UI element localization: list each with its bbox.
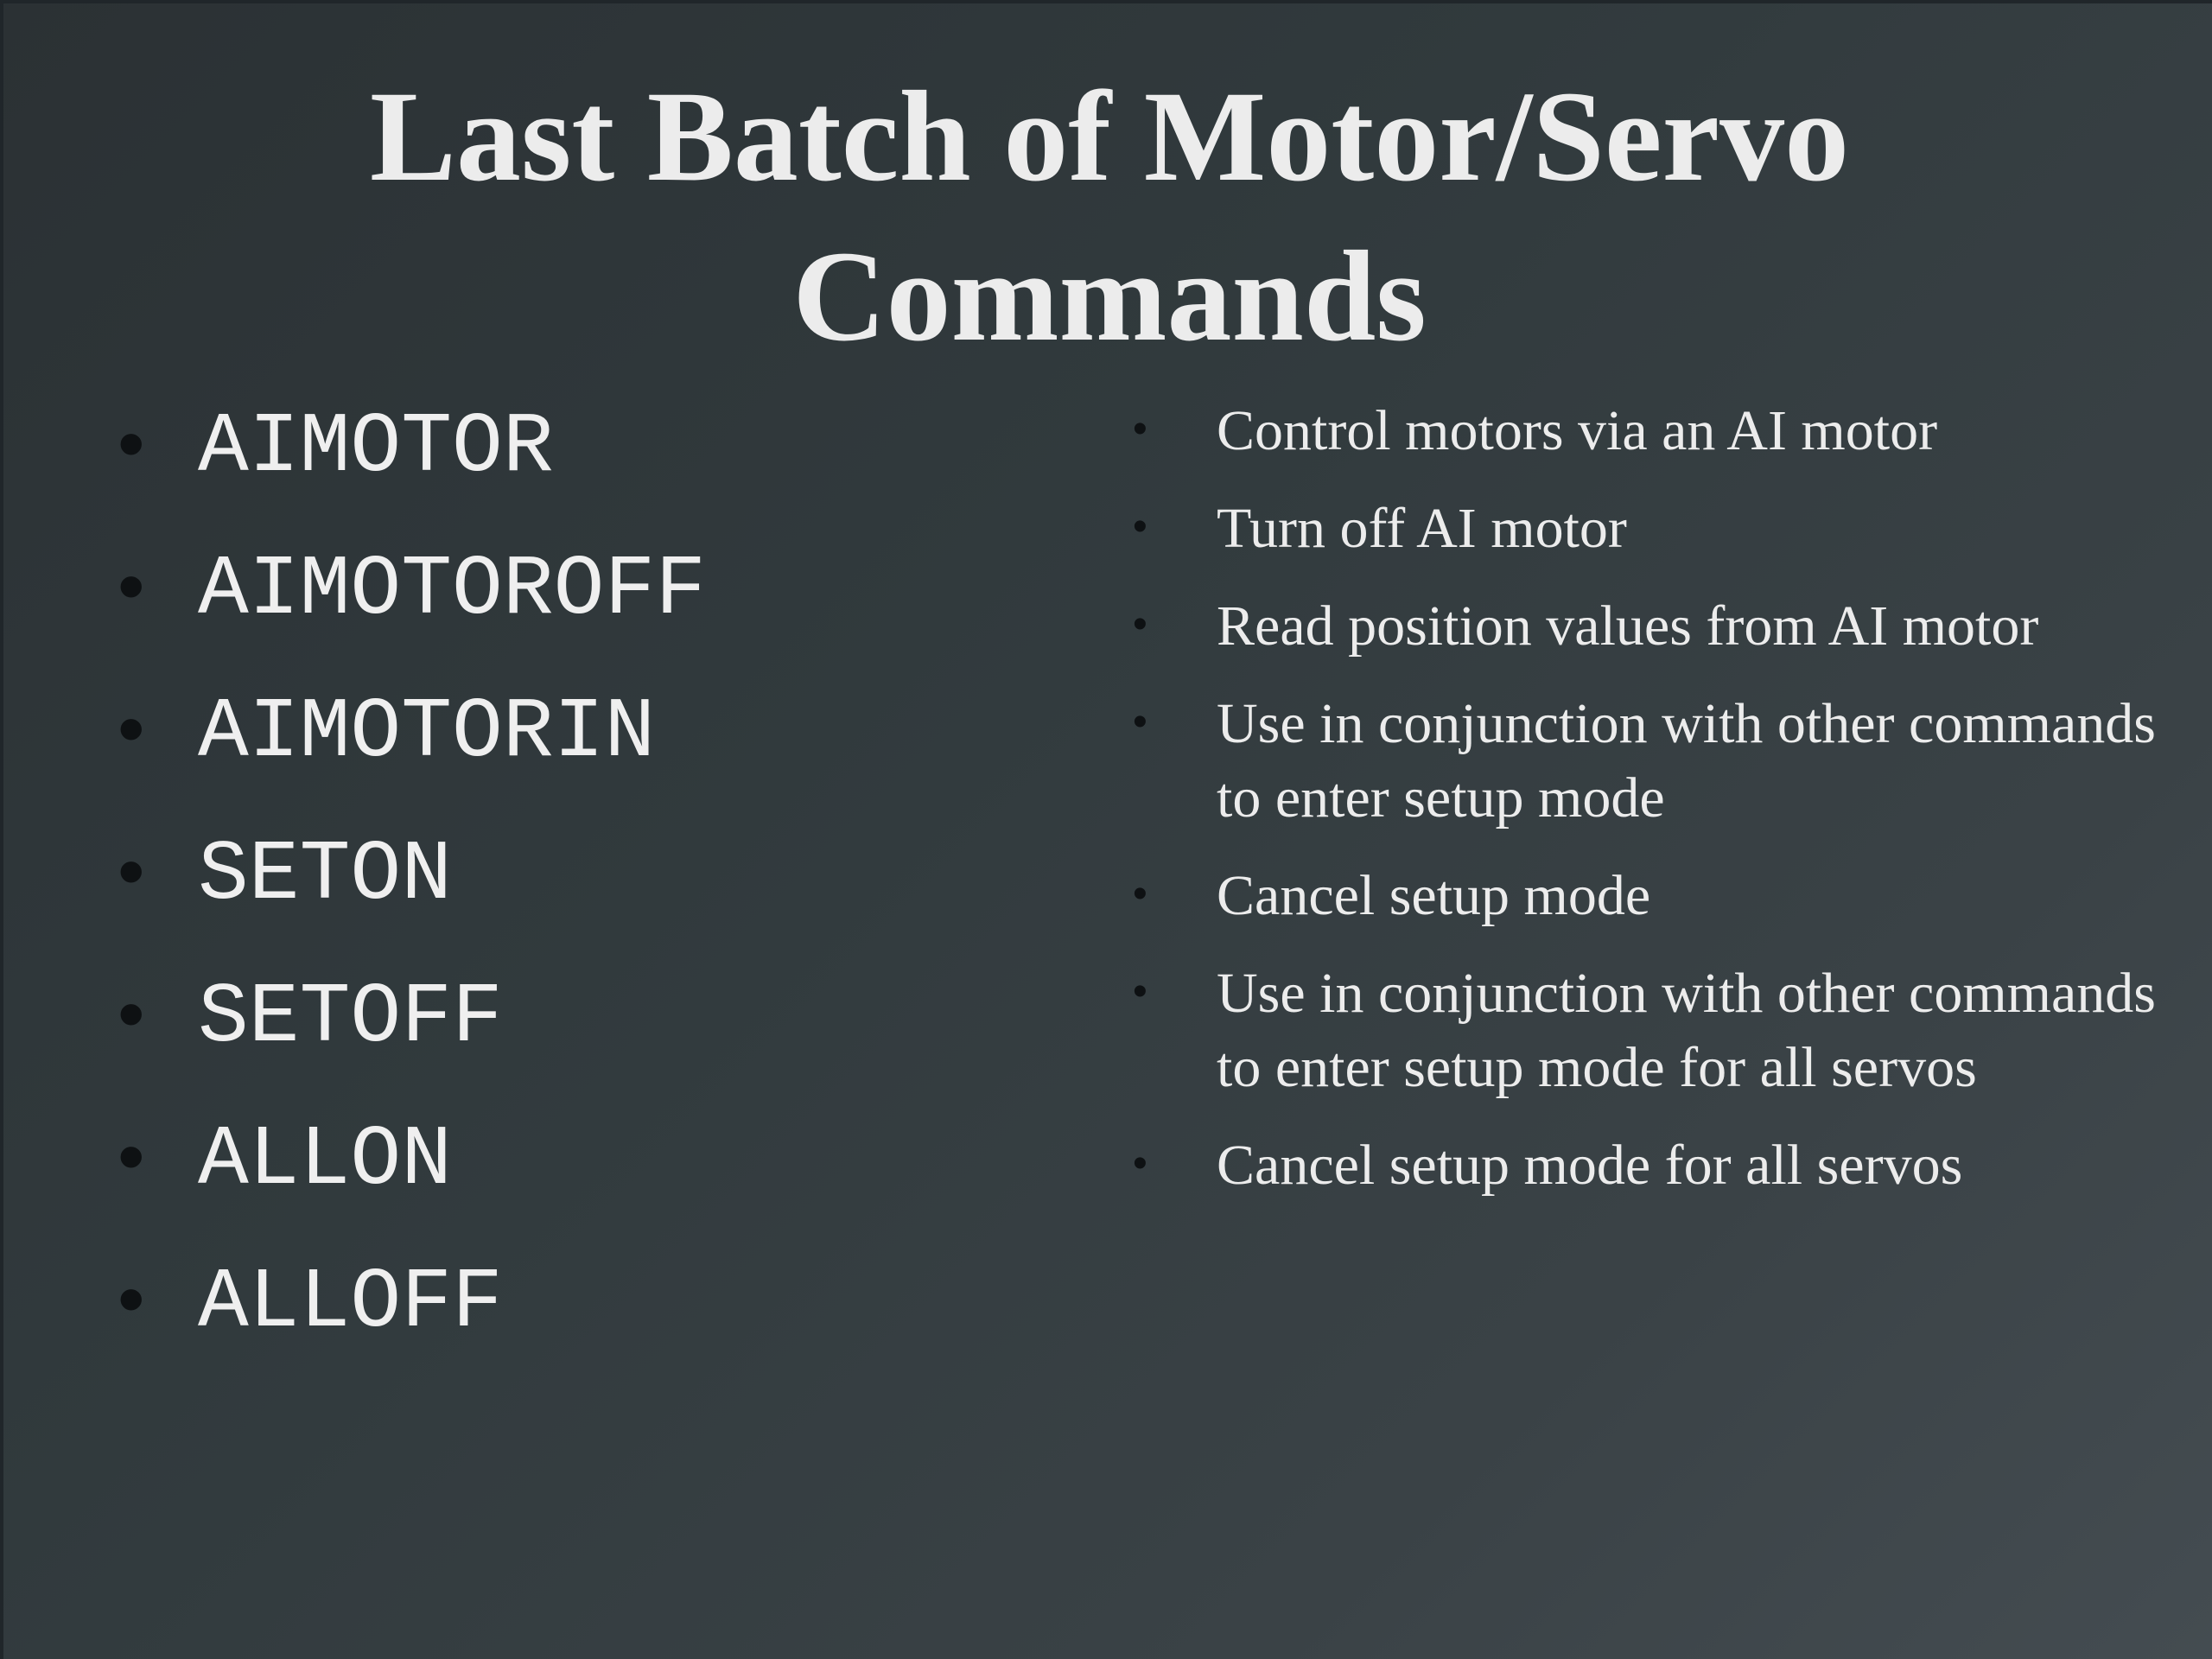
command-item (107, 824, 706, 967)
description-item (1127, 859, 2164, 933)
command-label: SETON (198, 828, 453, 924)
description-list (1127, 394, 2164, 1226)
description-item (1127, 589, 2164, 664)
bullet-icon: • (1133, 699, 1147, 745)
bullet-icon: • (118, 829, 145, 915)
description-item (1127, 687, 2164, 836)
command-label: SETOFF (198, 970, 503, 1066)
bullet-icon: • (1133, 504, 1147, 550)
description-text: Turn off AI motor (1217, 497, 1627, 560)
bullet-icon: • (118, 1256, 145, 1343)
title-line-1: Last Batch of Motor/Servo (369, 65, 1850, 208)
command-label: ALLOFF (198, 1255, 503, 1351)
command-item (107, 682, 706, 824)
bullet-icon: • (118, 971, 145, 1058)
command-label: AIMOTORIN (198, 685, 656, 781)
command-label: ALLON (198, 1113, 453, 1209)
command-item (107, 967, 706, 1109)
description-text: Cancel setup mode (1217, 864, 1651, 927)
description-text: Control motors via an AI motor (1217, 399, 1938, 462)
command-label: AIMOTOR (198, 400, 554, 496)
bullet-icon: • (1133, 969, 1147, 1014)
slide-title (3, 57, 2212, 377)
description-item (1127, 957, 2164, 1105)
description-item (1127, 394, 2164, 468)
bullet-icon: • (1133, 406, 1147, 452)
description-text: Read position values from AI motor (1217, 594, 2039, 658)
bullet-icon: • (118, 543, 145, 630)
description-text: Use in conjunction with other commands to enter setup mode for all servos (1217, 962, 2156, 1099)
description-text: Use in conjunction with other commands to enter setup mode (1217, 692, 2156, 830)
bullet-icon: • (1133, 601, 1147, 647)
bullet-icon: • (118, 686, 145, 772)
bullet-icon: • (1133, 871, 1147, 917)
command-label: AIMOTOROFF (198, 543, 707, 639)
bullet-icon: • (118, 1114, 145, 1200)
description-text: Cancel setup mode for all servos (1217, 1134, 1963, 1197)
command-item (107, 1252, 706, 1395)
bullet-icon: • (1133, 1141, 1147, 1186)
bullet-icon: • (118, 401, 145, 487)
title-line-2: Commands (792, 225, 1427, 368)
command-item (107, 539, 706, 682)
command-list (107, 397, 706, 1395)
description-item (1127, 492, 2164, 566)
description-item (1127, 1128, 2164, 1203)
command-item (107, 397, 706, 539)
command-item (107, 1109, 706, 1252)
